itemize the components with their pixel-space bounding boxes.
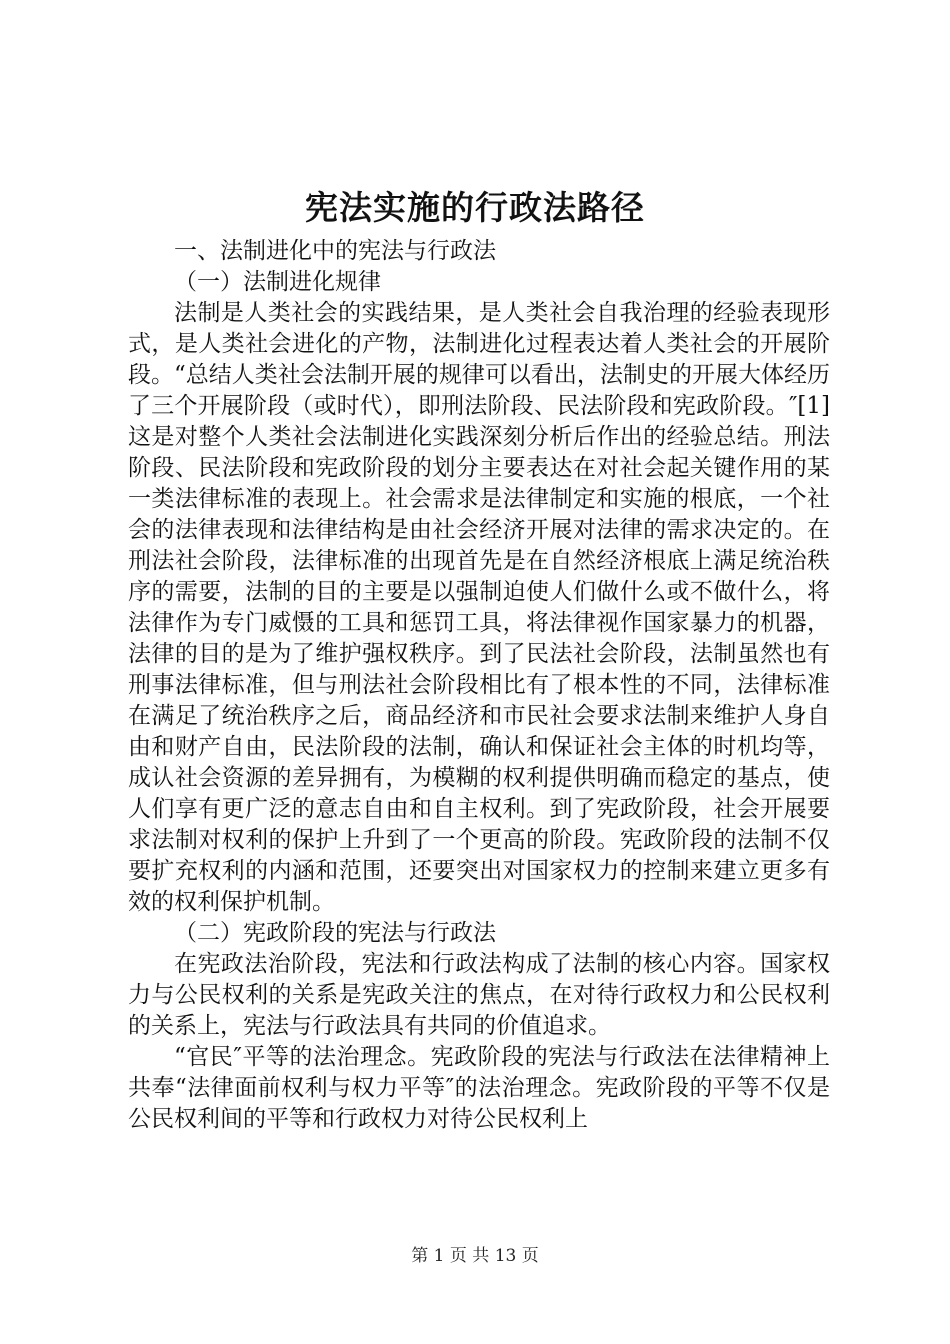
- document-body: [128, 236, 830, 1135]
- paragraph-1: 法制是人类社会的实践结果，是人类社会自我治理的经验表现形式，是人类社会进化的产物，法制进化过程表达着人类社会的开展阶段。“总结人类社会法制开展的规律可以看出，法制史的开展大体经历了三个开展阶段（或时代），即刑法阶段、民法阶段和宪政阶段。″[1]这是对整个人类社会法制进化实践深刻分析后作出的经验总结。刑法阶段、民法阶段和宪政阶段的划分主要表达在对社会起关键作用的某一类法律标准的表现上。社会需求是法律制定和实施的根底，一个社会的法律表现和法律结构是由社会经济开展对法律的需求决定的。在刑法社会阶段，法律标准的出现首先是在自然经济根底上满足统治秩序的需要，法制的目的主要是以强制迫使人们做什么或不做什么，将法律作为专门威慑的工具和惩罚工具，将法律视作国家暴力的机器，法律的目的是为了维护强权秩序。到了民法社会阶段，法制虽然也有刑事法律标准，但与刑法社会阶段相比有了根本性的不同，法律标准在满足了统治秩序之后，商品经济和市民社会要求法制来维护人身自由和财产自由，民法阶段的法制，确认和保证社会主体的时机均等，成认社会资源的差异拥有，为模糊的权利提供明确而稳定的基点，使人们享有更广泛的意志自由和自主权利。到了宪政阶段，社会开展要求法制对权利的保护上升到了一个更高的阶段。宪政阶段的法制不仅要扩充权利的内涵和范围，还要突出对国家权力的控制来建立更多有效的权利保护机制。: [128, 300, 830, 915]
- subsection-heading-1: （一）法制进化规律: [174, 269, 381, 295]
- document-title: 宪法实施的行政法路径: [305, 188, 645, 227]
- paragraph-3: “官民″平等的法治理念。宪政阶段的宪法与行政法在法律精神上共奉“法律面前权利与权力平等″的法治理念。宪政阶段的平等不仅是公民权利间的平等和行政权力对待公民权利上: [128, 1044, 830, 1132]
- subsection-heading-2: （二）宪政阶段的宪法与行政法: [174, 920, 496, 946]
- section-heading-1: 一、法制进化中的宪法与行政法: [174, 238, 496, 264]
- paragraph-2: 在宪政法治阶段，宪法和行政法构成了法制的核心内容。国家权力与公民权利的关系是宪政关注的焦点，在对待行政权力和公民权利的关系上，宪法与行政法具有共同的价值追求。: [128, 951, 830, 1039]
- page-footer: 第 1 页 共 13 页: [411, 1246, 539, 1266]
